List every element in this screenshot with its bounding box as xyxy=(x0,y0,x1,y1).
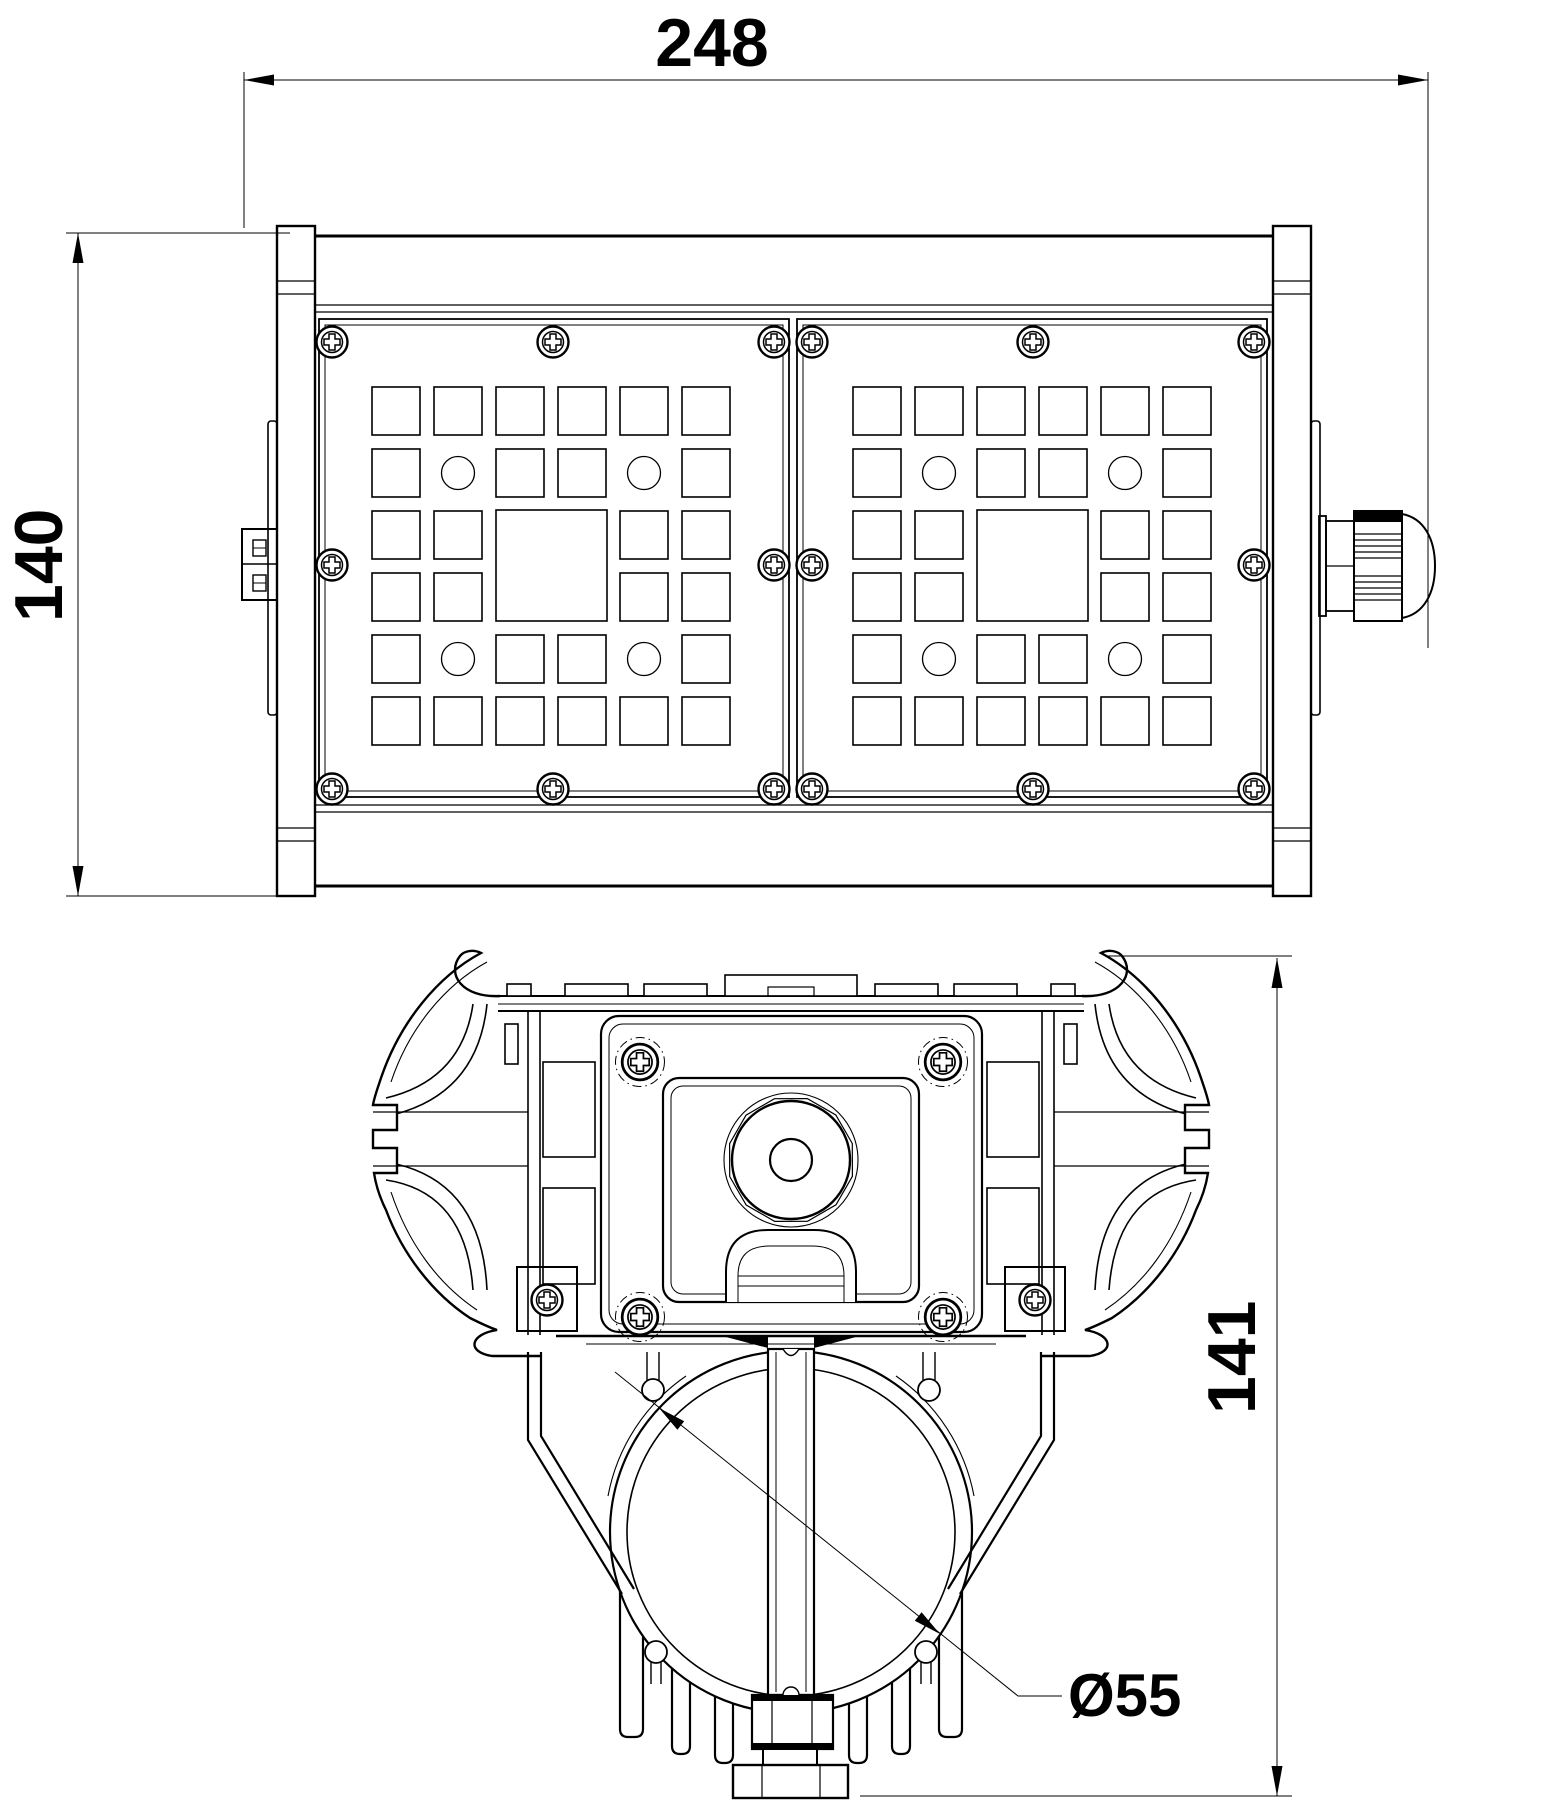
dimension-diameter-label: Ø55 xyxy=(1068,1662,1182,1729)
led-module-frame-right xyxy=(797,319,1267,797)
center-web-bar xyxy=(768,1349,814,1695)
section-view-foreground xyxy=(726,1337,856,1798)
side-plate-left xyxy=(268,421,277,715)
dimension-width-label: 248 xyxy=(655,5,769,81)
dimension-height-label: 140 xyxy=(1,508,77,622)
dimensions xyxy=(1,5,1428,1796)
housing-body xyxy=(315,236,1273,886)
cable-gland xyxy=(1319,511,1435,621)
led-module-frame-left xyxy=(319,319,789,797)
dimension-diameter xyxy=(615,1372,1181,1729)
end-cap-right xyxy=(1273,226,1311,896)
front-view-generated-detail xyxy=(317,327,1403,805)
terminal-block xyxy=(242,529,277,600)
dimension-depth-label: 141 xyxy=(1194,1300,1270,1414)
center-knob xyxy=(724,1093,858,1227)
end-cap-left xyxy=(277,226,315,896)
front-view xyxy=(242,226,1435,896)
heatsink-wing xyxy=(373,951,634,1594)
bottom-mount-bracket xyxy=(733,1687,848,1798)
